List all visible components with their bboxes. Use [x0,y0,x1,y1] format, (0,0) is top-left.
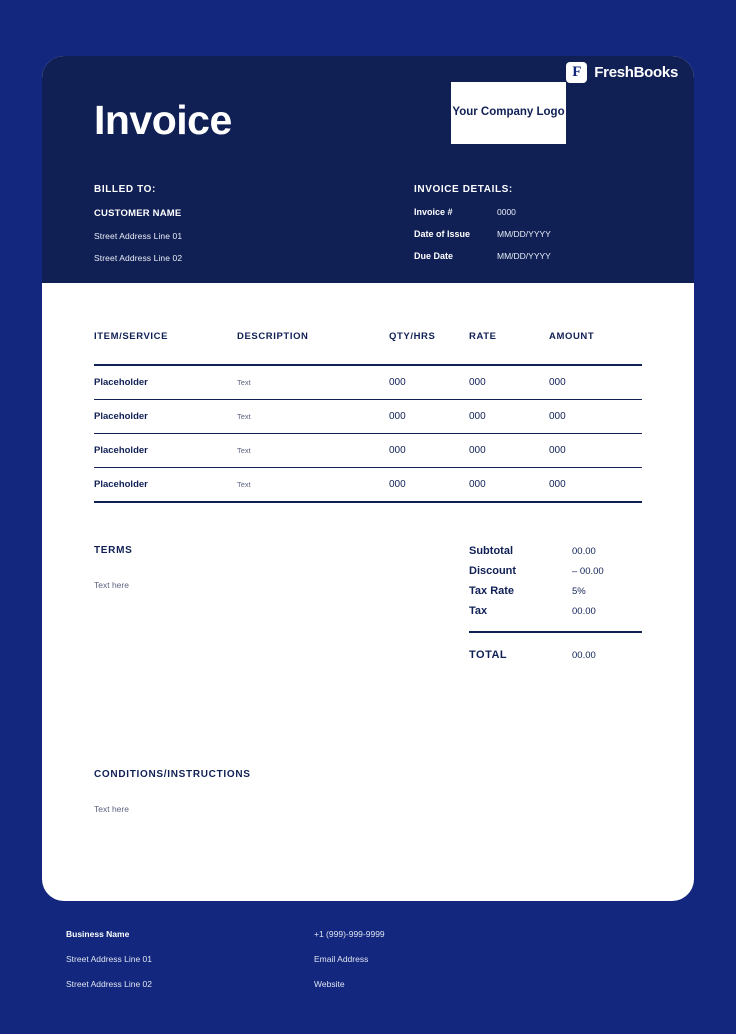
row-qty: 000 [389,468,469,503]
date-of-issue-label: Date of Issue [414,229,471,239]
due-date-row [414,251,642,261]
subtotal-row [469,545,642,557]
row-amount: 000 [549,400,642,434]
conditions-block [94,769,642,814]
column-header-rate: RATE [469,331,497,342]
grand-total-value: 00.00 [572,650,596,661]
header-columns [94,184,642,263]
freshbooks-logo [566,62,678,83]
row-amount: 000 [549,365,642,400]
row-rate: 000 [469,365,549,400]
row-description: Text [237,468,389,503]
column-header-amount: AMOUNT [549,331,595,342]
row-qty: 000 [389,365,469,400]
grand-total-label: TOTAL [469,649,508,661]
terms-label: TERMS [94,545,133,556]
table-row [94,400,642,434]
freshbooks-mark-icon: F [566,62,587,83]
discount-label: Discount [469,565,517,577]
table-row [94,434,642,468]
totals-divider [469,631,642,633]
company-logo-label: Your Company Logo [452,106,565,119]
page-title: Invoice [94,97,232,143]
tax-label: Tax [469,605,488,617]
terms-text: Text here [94,580,129,590]
date-of-issue-value: MM/DD/YYYY [497,229,551,239]
row-rate: 000 [469,400,549,434]
lower-section [94,545,642,669]
footer-phone: +1 (999)-999-9999 [314,929,385,939]
subtotal-label: Subtotal [469,545,513,557]
conditions-text: Text here [94,804,129,814]
row-item: Placeholder [94,400,237,434]
conditions-label: CONDITIONS/INSTRUCTIONS [94,769,251,780]
row-item: Placeholder [94,434,237,468]
discount-row [469,565,642,577]
column-header-description: DESCRIPTION [237,331,309,342]
customer-name: CUSTOMER NAME [94,208,182,219]
column-header-qty: QTY/HRS [389,331,436,342]
tax-rate-row [469,585,642,597]
company-logo-placeholder[interactable] [451,82,566,144]
footer-business-block [66,929,314,989]
row-amount: 000 [549,434,642,468]
invoice-number-label: Invoice # [414,207,453,217]
subtotal-value: 00.00 [572,546,596,557]
customer-address-line-1: Street Address Line 01 [94,231,183,241]
invoice-number-row [414,207,642,217]
page-footer [0,901,736,989]
invoice-body [42,283,694,814]
row-description: Text [237,365,389,400]
tax-value: 00.00 [572,606,596,617]
freshbooks-wordmark: FreshBooks [594,64,678,81]
row-description: Text [237,434,389,468]
row-item: Placeholder [94,365,237,400]
invoice-page [42,56,694,901]
footer-address-line-2: Street Address Line 02 [66,979,153,989]
tax-rate-value: 5% [572,586,586,597]
discount-value: – 00.00 [572,566,604,577]
row-item: Placeholder [94,468,237,503]
footer-business-name: Business Name [66,929,130,939]
date-of-issue-row [414,229,642,239]
footer-website: Website [314,979,345,989]
invoice-details-label: INVOICE DETAILS: [414,184,513,195]
tax-rate-label: Tax Rate [469,585,515,597]
invoice-number-value: 0000 [497,207,516,217]
row-rate: 000 [469,468,549,503]
row-rate: 000 [469,434,549,468]
footer-contact-block [314,929,670,989]
billed-to-block [94,184,414,263]
table-row [94,468,642,503]
table-header-row [94,331,642,365]
footer-email: Email Address [314,954,369,964]
row-qty: 000 [389,400,469,434]
tax-row [469,605,642,617]
row-description: Text [237,400,389,434]
terms-block [94,545,469,669]
invoice-details-block [414,184,642,263]
table-row [94,365,642,400]
column-header-item: ITEM/SERVICE [94,331,169,342]
line-items-table [94,331,642,503]
billed-to-label: BILLED TO: [94,184,156,195]
due-date-value: MM/DD/YYYY [497,251,551,261]
totals-block [469,545,642,669]
footer-address-line-1: Street Address Line 01 [66,954,153,964]
grand-total-row [469,649,642,661]
invoice-header [42,56,694,283]
due-date-label: Due Date [414,251,454,261]
customer-address-line-2: Street Address Line 02 [94,253,183,263]
row-qty: 000 [389,434,469,468]
row-amount: 000 [549,468,642,503]
